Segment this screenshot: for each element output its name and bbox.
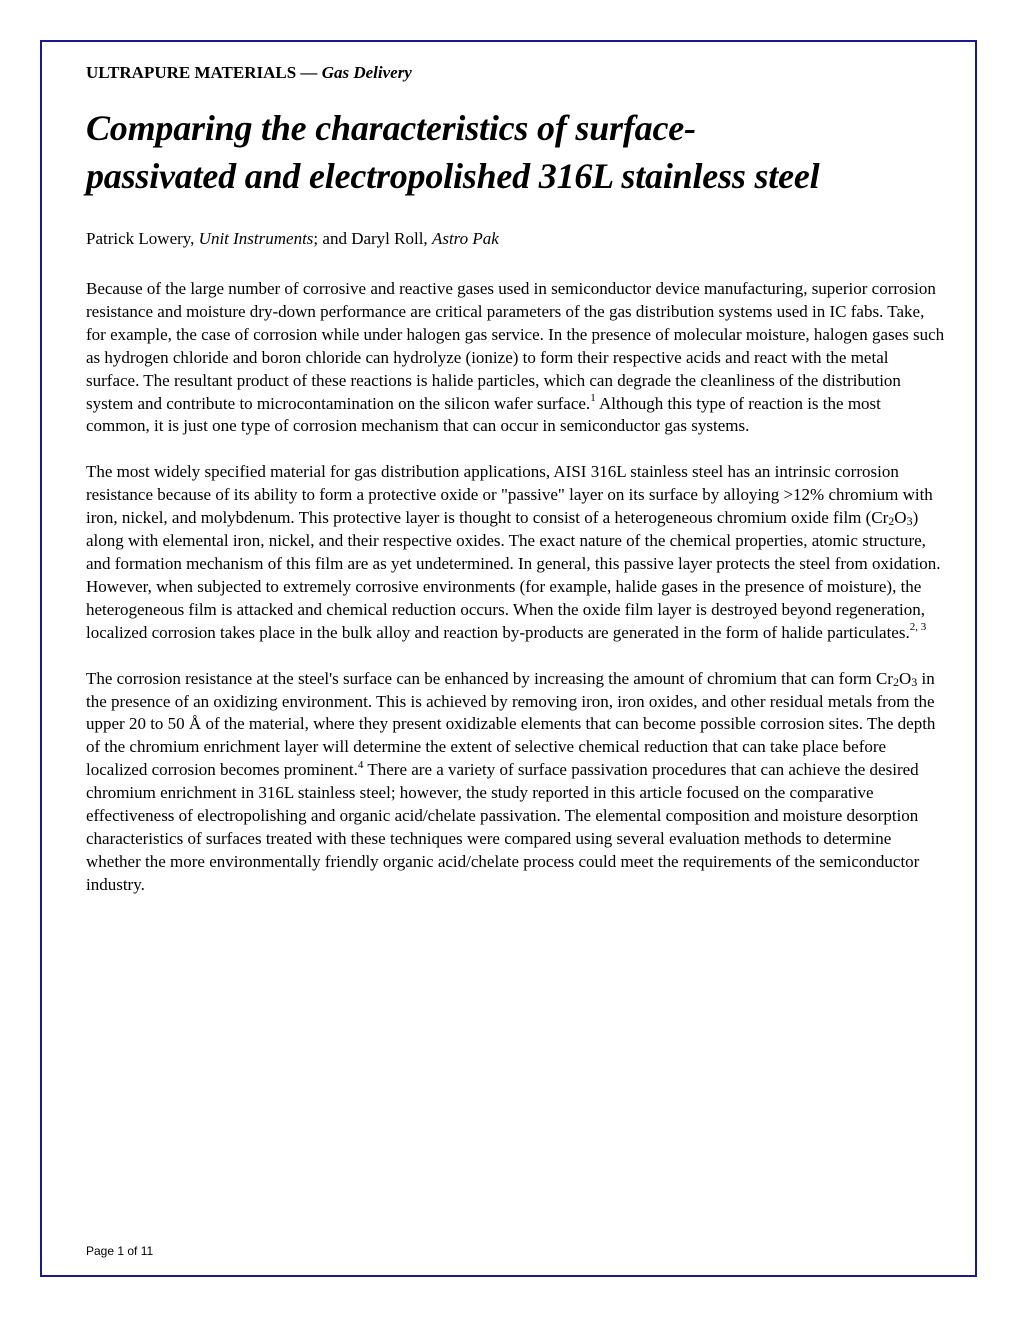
footnote-ref: 2, 3 [909, 621, 927, 634]
authors-line: Patrick Lowery, Unit Instruments; and Daryl Roll, Astro Pak [86, 229, 499, 248]
article [86, 62, 946, 897]
section-label: ULTRAPURE MATERIALS — Gas Delivery [86, 63, 412, 82]
article-title: Comparing the characteristics of surface- passivated and electropolished 316L stainless steel [86, 108, 820, 196]
paragraph-2: The most widely specified material for gas distribution applications, AISI 316L stainless steel has an intrinsic corrosion resistance because of its ability to form a protective oxide or "passive" layer on its surface by alloying >12% chromium with iron, nickel, and molybdenum. This protective layer is thought to consist of a heterogeneous chromium oxide film $(Cr_2O_3)$ along with elemental iron, nickel, and their respective oxides. The exact nature of the chemical properties, atomic structure, and formation mechanism of this film are as yet undetermined. In general, this passive layer protects the steel from oxidation. However, when subjected to extremely corrosive environments (for example, halide gases in the presence of moisture), the heterogeneous film is attacked and chemical reduction occurs. When the oxide film layer is destroyed beyond regeneration, localized corrosion takes place in the bulk alloy and reaction by-products are generated in the form of halide particulates.$^{2, 3}$ [86, 462, 941, 642]
subsection-label: Gas Delivery [321, 63, 412, 82]
paragraph-1: Because of the large number of corrosive and reactive gases used in semiconductor device manufacturing, superior corrosion resistance and moisture dry-down performance are critical parameters of the gas distribution systems used in IC fabs. Take, for example, the case of corrosion while under halogen gas service. In the presence of molecular moisture, halogen gases such as hydrogen chloride and boron chloride can hydrolyze (ionize) to form their respective acids and react with the metal surface. The resultant product of these reactions is halide particles, which can degrade the cleanliness of the distribution system and contribute to microcontamination on the silicon wafer surface.$^1$ Although this type of reaction is the most common, it is just one type of corrosion mechanism that can occur in semiconductor gas systems. [86, 279, 945, 436]
affiliation-1: Unit Instruments [198, 229, 314, 248]
page-number: Page 1 of 11 [86, 1244, 154, 1258]
footnote-ref: 4 [357, 758, 364, 771]
affiliation-2: Astro Pak [431, 229, 499, 248]
footnote-ref: 1 [590, 391, 596, 404]
paragraph-3: The corrosion resistance at the steel's surface can be enhanced by increasing the amount of chromium that can form $Cr_2O_3$ in the presence of an oxidizing environment. This is achieved by removing iron, iron oxides, and other residual metals from the upper 20 to 50 Å of the material, where they present oxidizable elements that can become possible corrosion sites. The depth of the chromium enrichment layer will determine the extent of selective chemical reduction that can take place before localized corrosion becomes prominent.$^4$ There are a variety of surface passivation procedures that can achieve the desired chromium enrichment in 316L stainless steel; however, the study reported in this article focused on the comparative effectiveness of electropolishing and organic acid/chelate passivation. The elemental composition and moisture desorption characteristics of surfaces treated with these techniques were compared using several evaluation methods to determine whether the more environmentally friendly organic acid/chelate process could meet the requirements of the semiconductor industry. [86, 668, 936, 894]
